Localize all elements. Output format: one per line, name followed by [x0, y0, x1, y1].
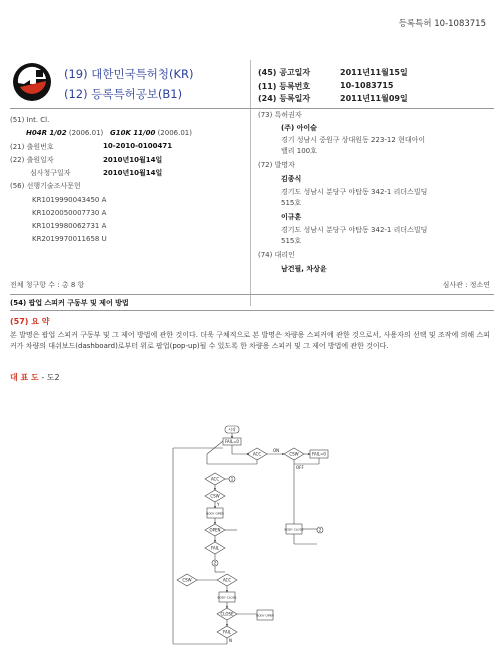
prior-art-item: KR1019980062731 A — [32, 222, 107, 230]
connector-2-label: 2 — [213, 560, 217, 566]
prior-art-item: KR2019970011658 U — [32, 235, 107, 243]
inventor-address-line-2: 515호 — [281, 199, 302, 207]
rep-figure-label: 대 표 도 — [10, 373, 39, 382]
fail-mid-label: FAIL — [210, 545, 220, 551]
header-rule — [10, 108, 494, 109]
reg-number-label: (11) 등록번호 — [258, 82, 311, 91]
fail-low-label: FAIL — [222, 629, 232, 635]
application-date-label: (22) 출원일자 — [10, 156, 54, 164]
acc-low-label: ACC — [222, 577, 232, 583]
pub-row-regdate — [258, 93, 488, 105]
inventor-name: 이규훈 — [281, 213, 302, 221]
prior-art-item: KR1020050007730 A — [32, 209, 107, 217]
inventor-address-line-2: 515호 — [281, 237, 302, 245]
csw-mid-label: CSW — [210, 493, 220, 499]
pub-row-announce — [258, 67, 488, 79]
fail-init-label: FAIL=0 — [225, 439, 239, 444]
body-close-label: BODY CLOSE — [217, 595, 237, 600]
representative-flowchart — [167, 424, 343, 660]
body-close-right-label: BODY CLOSE — [284, 527, 304, 532]
ipc-codes — [26, 129, 192, 137]
no-label: N — [229, 638, 232, 643]
rep-figure-value: - 도2 — [41, 373, 60, 382]
inventor-address-line-1: 경기도 성남시 분당구 야탑동 342-1 리더스빌딩 — [281, 188, 428, 196]
exam-request-date: 2010년10월14일 — [103, 169, 163, 177]
close-label: CLOSE — [220, 611, 234, 617]
kipo-logo-icon — [12, 62, 52, 102]
publication-type: (12) 등록특허공보(B1) — [64, 87, 183, 101]
owner-name: (주) 아이슬 — [281, 124, 317, 132]
agent-label: (74) 대리인 — [258, 251, 295, 259]
abstract-heading: (57) 요 약 — [10, 317, 50, 326]
inventor-name: 김종식 — [281, 175, 302, 183]
agent-name: 남건필, 차상윤 — [281, 265, 327, 273]
on-label: ON — [273, 448, 280, 453]
application-number: 10-2010-0100471 — [103, 142, 173, 150]
prior-art-label: (56) 선행기술조사문헌 — [10, 182, 81, 190]
reg-date-value: 2011년11월09일 — [340, 94, 408, 103]
inventor-label: (72) 발명자 — [258, 161, 295, 169]
connector-1-label: 1 — [230, 476, 234, 482]
title-rule-top — [10, 294, 494, 295]
title-rule-bottom — [10, 310, 494, 311]
examiner: 심사관 : 정소연 — [442, 281, 490, 289]
connector-2-right-label: 2 — [318, 527, 322, 533]
abstract-text: 본 발명은 팝업 스피커 구동부 및 그 제어 방법에 관한 것이다. 더욱 구체적으로 본 발명은 차량용 스피커에 관한 것으로서, 사용자의 선택 및 조작에 의해 스피커가 차량의 대쉬보드(dashboard)로부터 위로 팝업(pop-up)될 수 있도록 한 차량용 스피커 및 그 제어 방법에 관한 것이다. — [10, 331, 490, 350]
column-divider — [250, 60, 251, 306]
ipc-code-1: H04R 1/02 — [26, 129, 67, 137]
ipc-code-2-date: (2006.01) — [157, 129, 192, 137]
owner-label: (73) 특허권자 — [258, 111, 302, 119]
open-label: OPEN — [209, 527, 221, 533]
owner-address-line-1: 경기 성남시 중원구 상대원동 223-12 현대아이 — [281, 136, 426, 144]
patent-number-header: 등록특허 10-1083715 — [398, 19, 486, 29]
invention-title: (54) 팝업 스피커 구동부 및 제어 방법 — [10, 299, 129, 307]
application-date: 2010년10월14일 — [103, 156, 163, 164]
reg-number-value: 10-1083715 — [340, 81, 394, 90]
inventor-address-line-1: 경기도 성남시 분당구 야탑동 342-1 리더스빌딩 — [281, 226, 428, 234]
office-name: (19) 대한민국특허청(KR) — [64, 67, 194, 81]
body-open-label: BODY OPEN — [206, 511, 224, 516]
pub-row-regno — [258, 81, 488, 93]
body-open-lower-label: BODY OPEN — [256, 613, 274, 618]
csw-low-label: CSW — [182, 577, 192, 583]
ipc-code-1-date: (2006.01) — [68, 129, 104, 137]
csw-top-label: CSW — [289, 451, 299, 457]
total-claims: 전체 청구항 수 : 총 8 항 — [10, 281, 85, 289]
int-cl-label: (51) Int. Cl. — [10, 116, 50, 124]
owner-address-line-2: 밸리 100호 — [281, 147, 317, 155]
yes-label: Y — [217, 502, 220, 507]
application-number-label: (21) 출원번호 — [10, 143, 54, 151]
prior-art-item: KR1019990043450 A — [32, 196, 107, 204]
fail-right-label: FAIL=0 — [312, 451, 326, 457]
announce-date-value: 2011년11월15일 — [340, 68, 408, 77]
off-label: OFF — [296, 465, 304, 470]
start-label: 시작 — [228, 427, 236, 432]
acc-top-label: ACC — [252, 451, 262, 457]
announce-date-label: (45) 공고일자 — [258, 68, 311, 77]
acc-mid-label: ACC — [210, 476, 220, 482]
ipc-code-2: G10K 11/00 — [109, 129, 156, 137]
representative-figure — [10, 372, 60, 383]
reg-date-label: (24) 등록일자 — [258, 94, 311, 103]
exam-request-date-label: 심사청구일자 — [30, 169, 71, 177]
